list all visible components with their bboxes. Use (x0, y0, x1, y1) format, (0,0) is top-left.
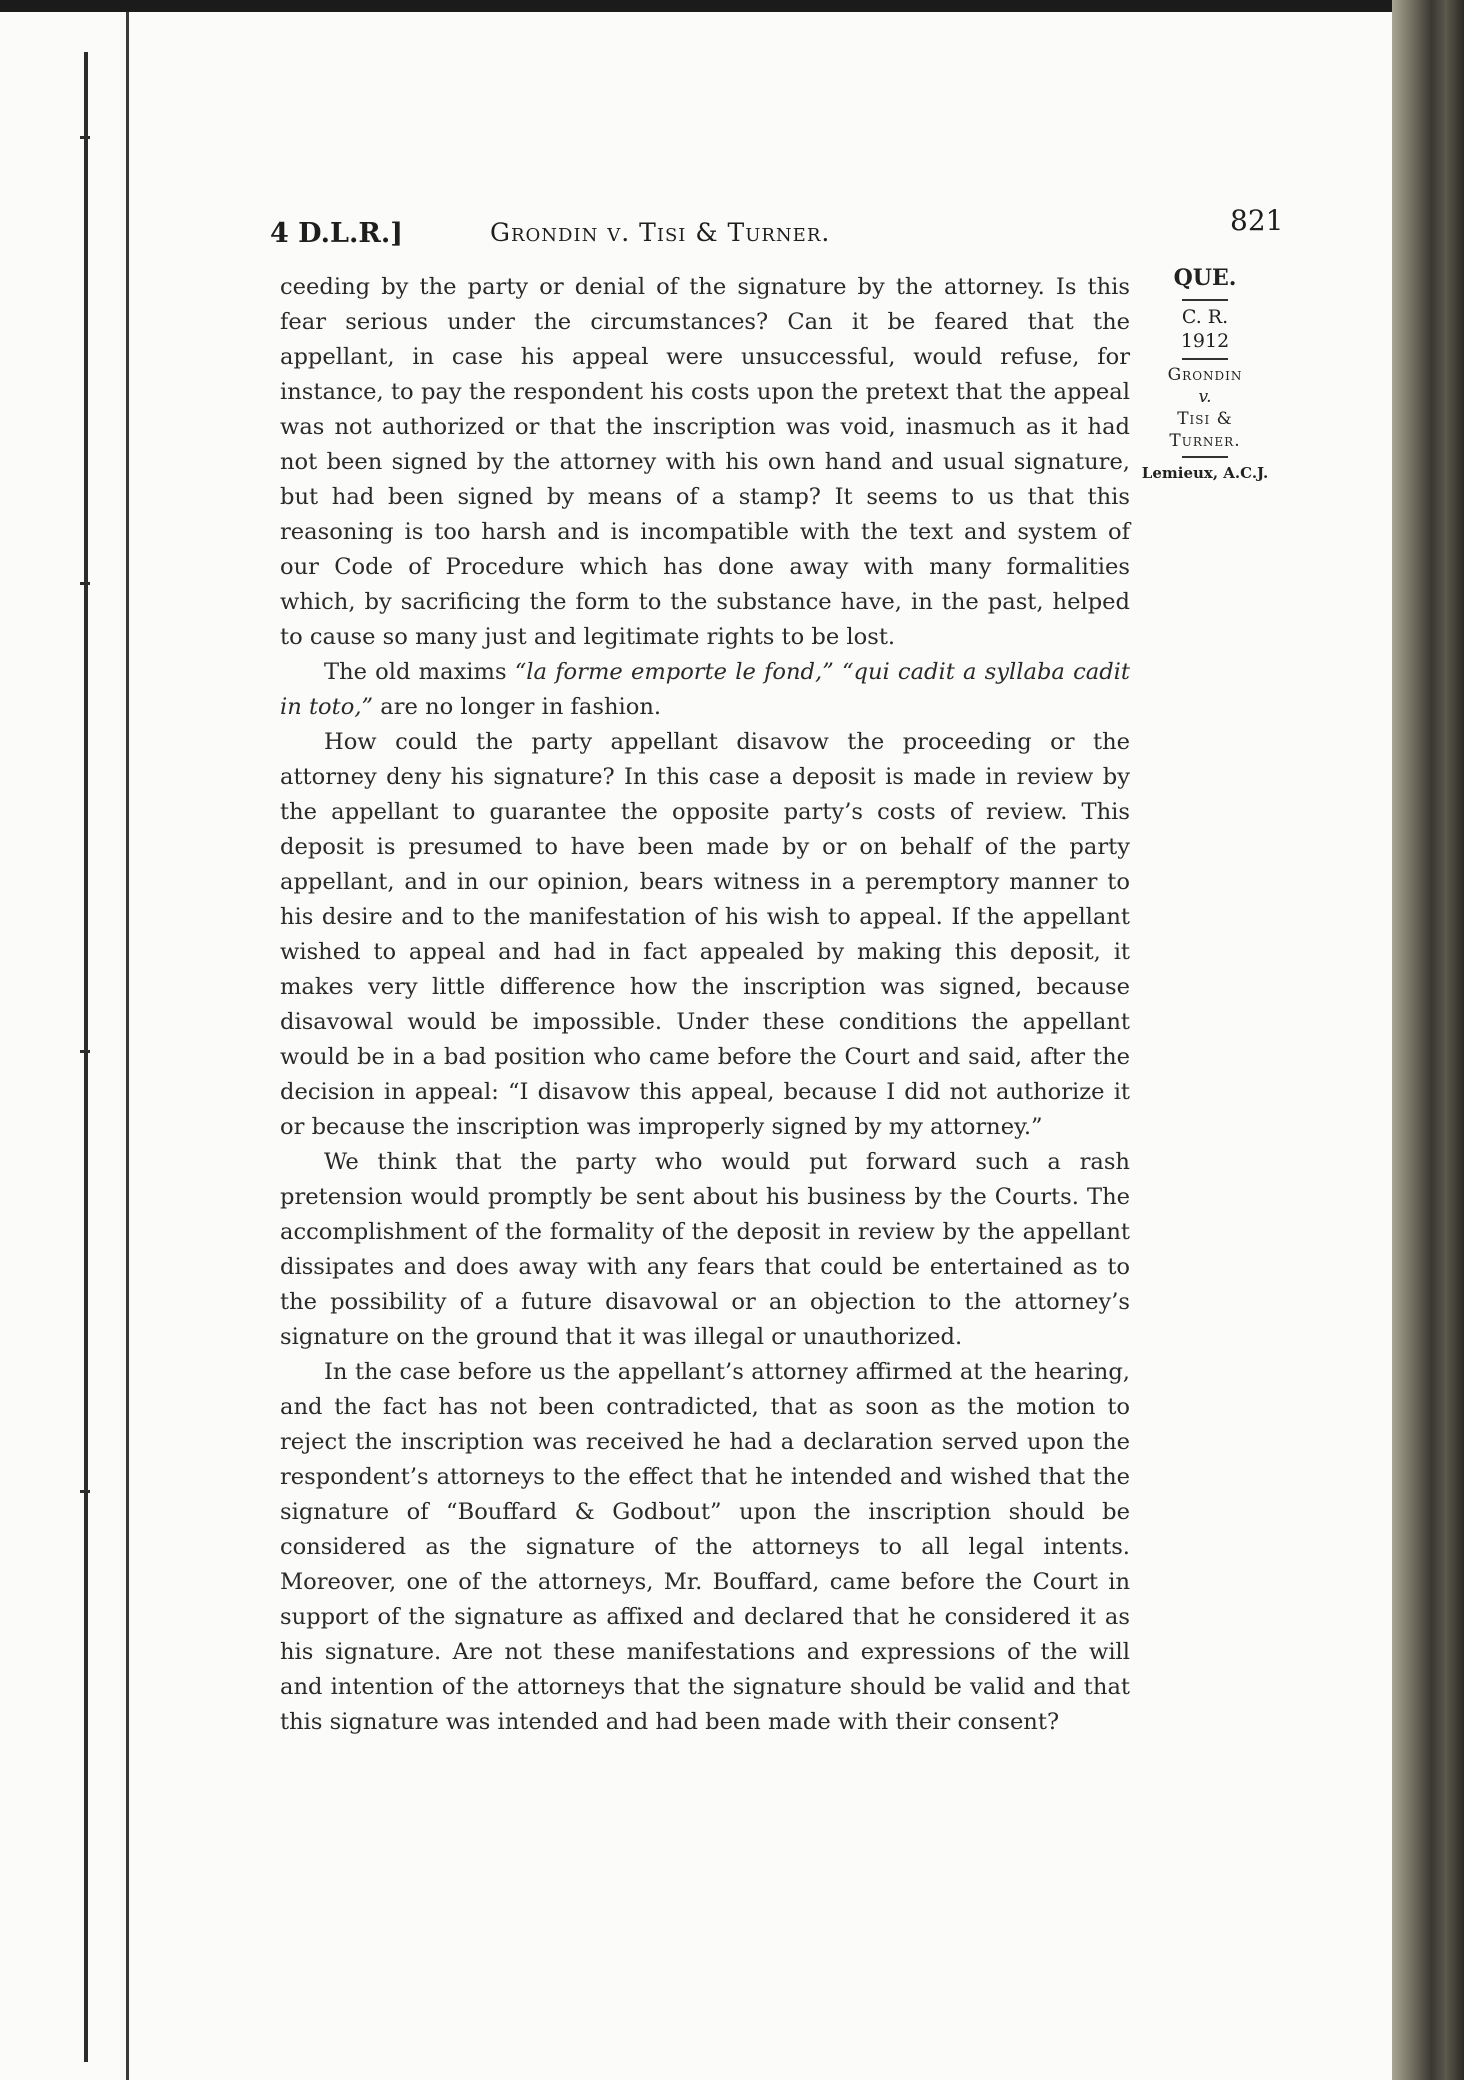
margin-rule (1182, 358, 1228, 360)
book-page (0, 12, 1392, 2080)
margin-court: C. R. (1181, 305, 1229, 328)
body-text (280, 270, 1130, 1740)
binding-tick (80, 582, 90, 585)
paragraph-3: How could the party appellant disavow the proceeding or the attorney deny his signature? In this case a deposit is made in review by the appellant to guarantee the opposite party’s costs of review. This deposit is presumed to have been made by or on behalf of the party appellant, and in our opinion, bears witness in a peremptory manner to his desire and to the manifestation of his wish to appeal. If the appellant wished to appeal and had in fact appealed by making this deposit, it makes very little difference how the inscription was signed, because disavowal would be impossible. Under these conditions the appellant would be in a bad position who came before the Court and said, after the decision in appeal: “I disavow this appeal, because I did not authorize it or because the inscription was improperly signed by my attorney.” (280, 729, 1130, 1140)
margin-province: QUE. (1173, 265, 1237, 291)
paragraph-4: We think that the party who would put forward such a rash pretension would promptly be sent about his business by the Courts. The accomplishment of the formality of the deposit in review by the appellant dissipates and does away with any fears that could be entertained as to the possibility of a future disavowal or an objection to the attorney’s signature on the ground that it was illegal or unauthorized. (280, 1149, 1130, 1350)
margin-judge: Lemieux, A.C.J. (1141, 464, 1269, 483)
page-edge-shadow (1392, 0, 1464, 2080)
margin-party2: Tisi & (1177, 409, 1233, 430)
margin-party3: Turner. (1169, 431, 1241, 452)
paragraph-2-tail: are no longer in fashion. (373, 694, 662, 720)
margin-year: 1912 (1180, 330, 1230, 353)
binding-tick (80, 1490, 90, 1493)
binding-tick (80, 136, 90, 139)
page-number: 821 (1230, 204, 1284, 237)
latin-maxims: “la forme emporte le fond,” “qui cadit a syllaba cadit in toto,” (280, 659, 1130, 720)
volume-reference: 4 D.L.R.] (270, 218, 404, 249)
margin-versus: v. (1198, 387, 1212, 408)
margin-party1: Grondin (1167, 364, 1243, 385)
binding-rule-inner (126, 12, 129, 2080)
paragraph-2-lead: The old maxims (324, 659, 515, 685)
paragraph-2 (280, 655, 1130, 725)
margin-notes (1130, 264, 1280, 484)
binding-tick (80, 1050, 90, 1053)
binding-rule (84, 52, 88, 2062)
paragraph-1: ceeding by the party or denial of the signature by the attorney. Is this fear serious under the circumstances? Can it be feared that the appellant, in case his appeal were unsuccessful, would refuse, for instance, to pay the respondent his costs upon the pretext that the appeal was not authorized or that the inscription was void, inasmuch as it had not been signed by the attorney with his own hand and usual signature, but had been signed by means of a stamp? It seems to us that this reasoning is too harsh and is incompatible with the text and system of our Code of Procedure which has done away with many formalities which, by sacrificing the form to the substance have, in the past, helped to cause so many just and legitimate rights to be lost. (280, 274, 1130, 650)
margin-rule (1182, 456, 1228, 458)
margin-rule (1182, 299, 1228, 301)
running-header (270, 204, 1284, 254)
paragraph-5: In the case before us the appellant’s attorney affirmed at the hearing, and the fact has not been contradicted, that as soon as the motion to reject the inscription was received he had a declaration served upon the respondent’s attorneys to the effect that he intended and wished that the signature of “Bouffard & Godbout” upon the inscription should be considered as the signature of the attorneys to all legal intents. Moreover, one of the attorneys, Mr. Bouffard, came before the Court in support of the signature as affixed and declared that he considered it as his signature. Are not these manifestations and expressions of the will and intention of the attorneys that the signature should be valid and that this signature was intended and had been made with their consent? (280, 1359, 1130, 1735)
case-title: Grondin v. Tisi & Turner. (490, 218, 831, 247)
